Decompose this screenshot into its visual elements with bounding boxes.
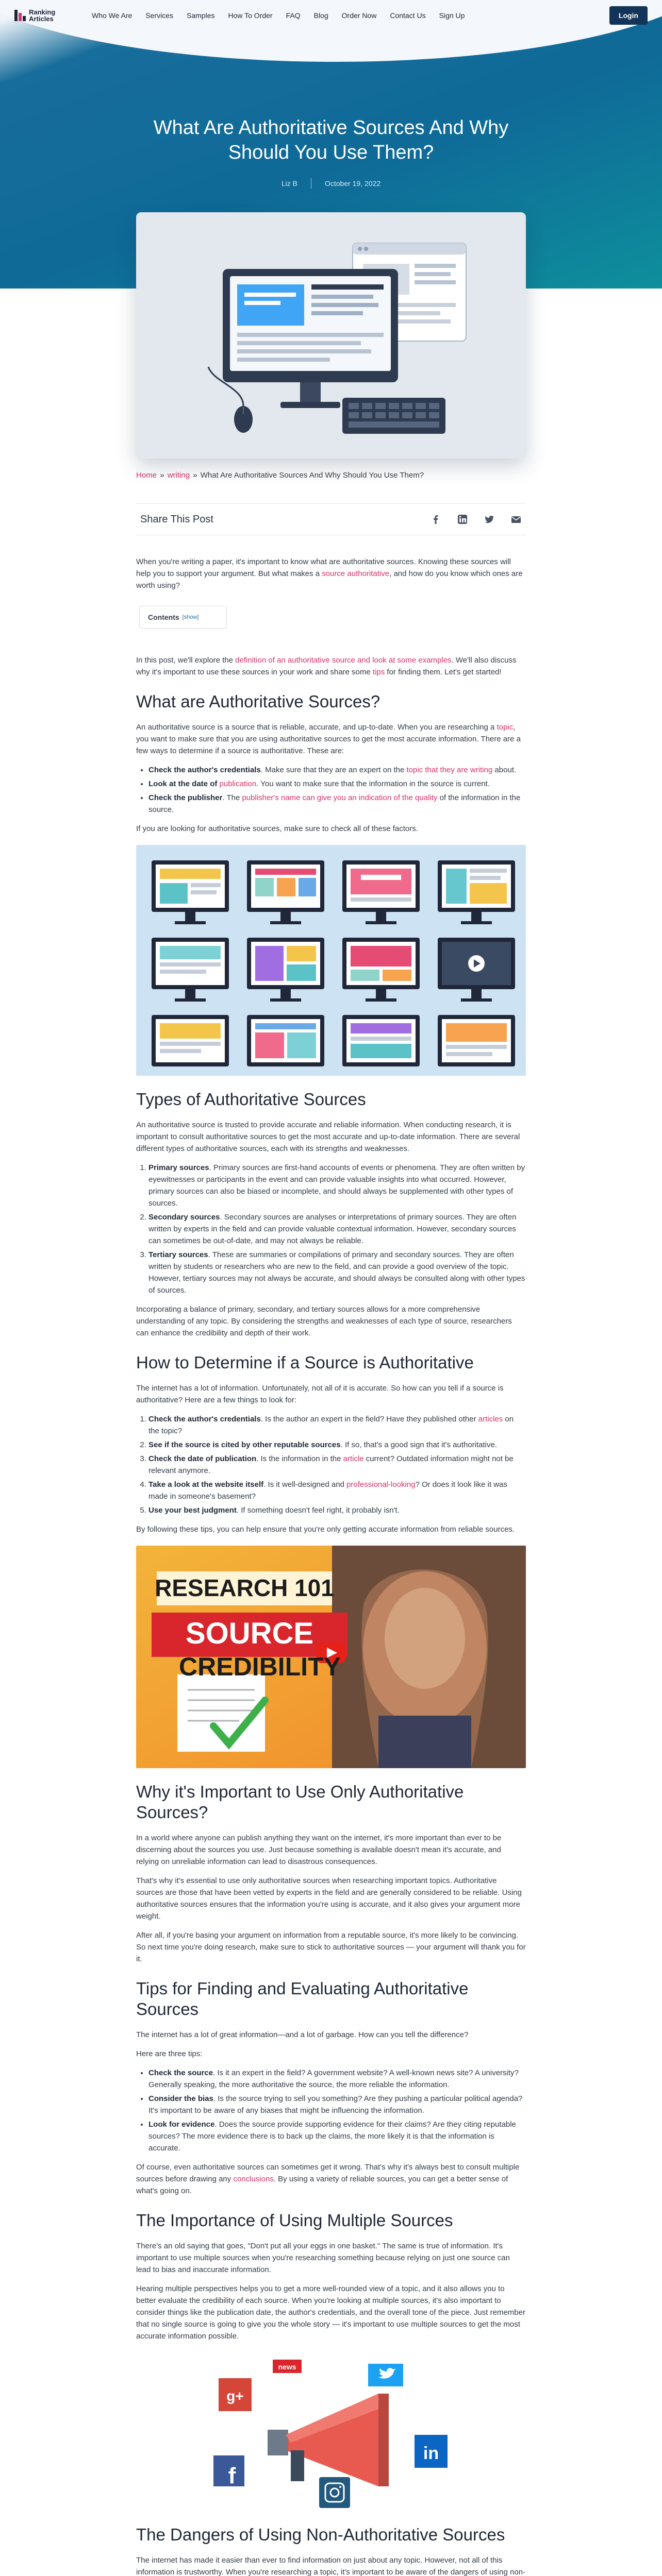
text: . Is the source trying to sell you something? Are they pushing a particular political agenda? It's important to be aware of any biases that might be influencing the information. (148, 2094, 523, 2115)
inline-link[interactable]: topic (496, 723, 514, 732)
text: . Is it an expert in the field? A government website? A well-known news site? A university? Generally speaking, the more authoritative the source, the more reliable the information. (148, 2069, 519, 2089)
main-nav (92, 11, 465, 20)
video-title-line-2: SOURCE (185, 1617, 314, 1650)
text: . Make sure that they are an expert on the (260, 766, 407, 774)
text: ? Or does it look like it was made in someone's basement? (148, 1480, 507, 1501)
text: . Is the author an expert in the field? Have they published other (260, 1415, 478, 1423)
toc-bracket: ] (197, 614, 199, 620)
nav-faq[interactable]: FAQ (286, 11, 301, 20)
list-item-bold: Secondary sources (148, 1213, 220, 1222)
inline-link[interactable]: source authoritative (322, 569, 390, 578)
list-item-bold: Use your best judgment (148, 1506, 237, 1515)
section-heading: Tips for Finding and Evaluating Authoritative Sources (136, 1979, 469, 2019)
page-title: What Are Authoritative Sources And Why Should You Use Them? (153, 117, 509, 163)
computer-illustration (136, 212, 526, 459)
inline-link[interactable]: article (343, 1454, 364, 1463)
list-item (148, 1249, 526, 1296)
section-heading: The Dangers of Using Non-Authoritative Sources (136, 2525, 505, 2544)
video-thumbnail (136, 1546, 526, 1768)
paragraph: An authoritative source is trusted to provide accurate and reliable information. When conducting research, it is important to consult authoritative sources to get the most accurate and up-to-date information. There are several different types of authoritative sources, each with its strengths and weaknesses. (136, 1121, 520, 1153)
text: In this post, we'll explore the (136, 656, 236, 665)
list-item (148, 778, 526, 790)
websites-grid-image (136, 845, 526, 1076)
list-item (148, 1413, 526, 1437)
nav-sign-up[interactable]: Sign Up (439, 11, 465, 20)
inline-link[interactable]: publication (219, 779, 257, 788)
list-item-bold: Check the date of publication (148, 1454, 257, 1463)
paragraph: After all, if you're basing your argument on information from a reputable source, it's more likely to be convincing. So next time you're doing research, make sure to stick to authoritative sources — your argument will thank you for it. (136, 1931, 526, 1963)
paragraph (136, 654, 526, 678)
brand-line-2: Articles (29, 15, 54, 23)
paragraph: The internet has made it easier than ever to find information on just about any topic. However, not all of this information is trustworthy. When you're researching a topic, it's important to be aware of the dangers of using non- (136, 2556, 525, 2576)
svg-text:g+: g+ (226, 2388, 244, 2404)
list-item (148, 2067, 526, 2091)
share-bar (136, 503, 526, 535)
video-title-line-1: RESEARCH 101 (155, 1574, 334, 1601)
toc-bracket: [ (182, 614, 184, 620)
list-item (148, 1453, 526, 1477)
intro-text: When you're writing a paper, it's important to know what are authoritative sources. Knowing these sources will help you to support your argument. But what makes a (136, 557, 511, 578)
breadcrumb-separator: » (193, 471, 197, 480)
list-item (148, 764, 526, 776)
login-button[interactable]: Login (609, 6, 648, 25)
list-item-bold: Take a look at the website itself (148, 1480, 264, 1489)
text: An authoritative source is a source that is reliable, accurate, and up-to-date. When you are researching a (136, 723, 497, 732)
toc-toggle[interactable] (183, 614, 199, 620)
post-meta (0, 178, 662, 189)
numbered-list (148, 1162, 526, 1296)
monitors-illustration (136, 845, 526, 1076)
section-heading: Types of Authoritative Sources (136, 1090, 366, 1109)
inline-link[interactable]: articles (478, 1415, 503, 1423)
post-date: October 19, 2022 (324, 179, 381, 188)
text: for finding them. Let's get started! (385, 668, 502, 676)
inline-link[interactable]: professional-looking (346, 1480, 416, 1489)
brand-line-1: Ranking (29, 8, 56, 16)
inline-link[interactable]: publisher's name can give you an indication of the quality (242, 793, 438, 802)
list-item (148, 2119, 526, 2154)
list-item-bold: Look for evidence (148, 2120, 215, 2129)
article-body (136, 654, 526, 2576)
breadcrumb (136, 471, 526, 480)
brand-name (29, 9, 60, 22)
section-heading: Why it's Important to Use Only Authoritative Sources? (136, 1782, 464, 1822)
featured-image (136, 212, 526, 459)
share-icons (430, 514, 522, 525)
inline-link[interactable]: definition of an authoritative source and look at some examples (235, 656, 452, 665)
paragraph: By following these tips, you can help ensure that you're only getting accurate information from reliable sources. (136, 1525, 515, 1534)
paragraph: There's an old saying that goes, "Don't put all your eggs in one basket." The same is true of information. It's important to use multiple sources when you're researching something because relying on just one source can lead to bias and inaccurate information. (136, 2242, 510, 2274)
list-item (148, 1439, 526, 1451)
paragraph: The internet has a lot of information. Unfortunately, not all of it is accurate. So how can you tell if a source is authoritative? Here are a few things to look for: (136, 1384, 504, 1404)
linkedin-icon[interactable] (457, 514, 468, 525)
list-item (148, 1479, 526, 1502)
paragraph: Here are three tips: (136, 2049, 203, 2058)
paragraph: The internet has a lot of great information—and a lot of garbage. How can you tell the difference? (136, 2030, 469, 2039)
bullet-list (148, 2067, 526, 2154)
list-item-bold: Check the author's credentials (148, 766, 261, 774)
svg-text:f: f (228, 2463, 236, 2488)
paragraph: Hearing multiple perspectives helps you to get a more well-rounded view of a topic, and it also allows you to better evaluate the credibility of each source. When you're looking at multiple sources, it's also important to consider things like the publication date, the author's credentials, and the overall tone of the piece. Just remember that no single source is going to give you the whole story — it's important to use multiple sources to get the most accurate information possible. (136, 2284, 525, 2341)
nav-blog[interactable]: Blog (313, 11, 328, 20)
text: . The (222, 793, 242, 802)
nav-order-now[interactable]: Order Now (341, 11, 377, 20)
list-item-bold: Look at the date of (148, 779, 220, 788)
text: Of course, even authoritative sources can sometimes get it wrong. That's why it's always best to consult multiple sources before drawing any (136, 2163, 520, 2183)
list-item-bold: Primary sources (148, 1163, 209, 1172)
social-media-image (136, 2358, 526, 2510)
svg-text:in: in (423, 2444, 439, 2463)
text: current? Outdated information might not be relevant anymore. (148, 1454, 514, 1475)
text: . Is the information in the (256, 1454, 343, 1463)
breadcrumb-separator: » (160, 471, 164, 480)
paragraph: In a world where anyone can publish anything they want on the internet, it's more important than ever to be discerning about the sources you use. Just because something is available doesn't mean it's accurate, and relying on unreliable information can lead to disastrous consequences. (136, 1834, 502, 1866)
toc-show-link[interactable]: show (184, 614, 197, 620)
text: . You want to make sure that the information in the source is current. (256, 779, 490, 788)
news-label: news (278, 2363, 296, 2371)
numbered-list (148, 1413, 526, 1516)
text: on the topic? (148, 1415, 514, 1435)
instagram-icon (319, 2477, 350, 2508)
article (136, 471, 526, 2576)
list-item (148, 792, 526, 816)
breadcrumb-category[interactable]: writing (167, 471, 190, 480)
paragraph: If you are looking for authoritative sources, make sure to check all of these factors. (136, 824, 418, 833)
list-item (148, 1504, 526, 1516)
text: . By using a variety of reliable sources, you can get a better sense of what's going on. (136, 2175, 508, 2195)
inline-link[interactable]: tips (372, 668, 385, 676)
list-item-bold: See if the source is cited by other reputable sources (148, 1440, 341, 1449)
text: . Does the source provide supporting evidence for their claims? Are they citing reputable sources? The more evidence there is to back up the claims, the more likely it is that the information is accurate. (148, 2120, 516, 2153)
nav-how-to-order[interactable]: How To Order (228, 11, 273, 20)
list-item-bold: Tertiary sources (148, 1250, 208, 1259)
text: . Is it well-designed and (263, 1480, 347, 1489)
text: . These are summaries or compilations of primary and secondary sources. They are often written by students or researchers who are new to the field, and can provide a good overview of the topic. However, tertiary sources may not always be accurate, and should always be consulted along with other types of sources. (148, 1250, 525, 1295)
text: about. (492, 766, 517, 774)
section-heading: How to Determine if a Source is Authoritative (136, 1353, 474, 1372)
breadcrumb-current: What Are Authoritative Sources And Why Should You Use Them? (200, 471, 424, 480)
nav-who-we-are[interactable]: Who We Are (92, 11, 133, 20)
inline-link[interactable]: conclusions (233, 2175, 274, 2183)
list-item (148, 1162, 526, 1209)
share-label: Share This Post (140, 513, 213, 525)
text: . Primary sources are first-hand accounts of events or phenomena. They are often written by eyewitnesses or participants in the event and can provide valuable insights into what occurred. However, primary sources can also be biased or incomplete, and should always be supplemented with other types of sources. (148, 1163, 525, 1208)
toc-title: Contents (148, 613, 179, 621)
text: , you want to make sure that you are using authoritative sources to get the most accurate information. There are a few ways to determine if a source is authoritative. These are: (136, 723, 521, 755)
text: . If so, that's a good sign that it's authoritative. (340, 1440, 498, 1449)
text: of the information in the source. (148, 793, 521, 814)
intro-text: , and how do you know which ones are worth using? (136, 569, 523, 590)
list-item-bold: Check the source (148, 2069, 213, 2077)
intro-paragraph (136, 556, 526, 591)
table-of-contents[interactable] (139, 606, 227, 629)
text: . We'll also discuss why it's important to use these sources in your work and share some (136, 656, 517, 676)
megaphone-social-illustration (136, 2358, 526, 2510)
site-header (0, 0, 662, 31)
list-item-bold: Consider the bias (148, 2094, 213, 2103)
text: . If something doesn't feel right, it probably isn't. (236, 1506, 400, 1515)
section-heading: The Importance of Using Multiple Sources (136, 2211, 453, 2230)
email-icon[interactable] (510, 514, 522, 525)
facebook-icon[interactable] (430, 514, 441, 525)
list-item (148, 1211, 526, 1247)
list-item-bold: Check the author's credentials (148, 1415, 261, 1423)
bullet-list (148, 764, 526, 816)
paragraph (136, 2161, 526, 2197)
breadcrumb-home[interactable]: Home (136, 471, 157, 480)
logo-icon (14, 9, 26, 22)
nav-services[interactable]: Services (145, 11, 174, 20)
video-title-line-3: CREDIBILITY (179, 1652, 341, 1681)
inline-link[interactable]: topic that they are writing (406, 766, 493, 774)
paragraph (136, 721, 526, 757)
post-author: Liz B (281, 179, 297, 188)
nav-contact-us[interactable]: Contact Us (390, 11, 426, 20)
twitter-icon[interactable] (484, 514, 495, 525)
list-item-bold: Check the publisher (148, 793, 223, 802)
paragraph: Incorporating a balance of primary, secondary, and tertiary sources allows for a more comprehensive understanding of any topic. By considering the strengths and weaknesses of each type of source, researchers can enhance the credibility and depth of their work. (136, 1305, 512, 1337)
paragraph: That's why it's essential to use only authoritative sources when researching important topics. Authoritative sources are those that have been vetted by experts in the field and are generally considered to be reliable. Using authoritative sources ensures that the information you're using is accurate, and it also gives your argument more weight. (136, 1876, 522, 1921)
nav-samples[interactable]: Samples (187, 11, 215, 20)
video-embed[interactable] (136, 1546, 526, 1768)
list-item (148, 2093, 526, 2116)
section-heading: What are Authoritative Sources? (136, 692, 380, 711)
text: . Secondary sources are analyses or interpretations of primary sources. They are often written by experts in the field and can provide valuable contextual information. However, secondary sources can sometimes be out-of-date, and may not always be reliable. (148, 1213, 517, 1245)
brand-logo[interactable] (14, 9, 60, 22)
